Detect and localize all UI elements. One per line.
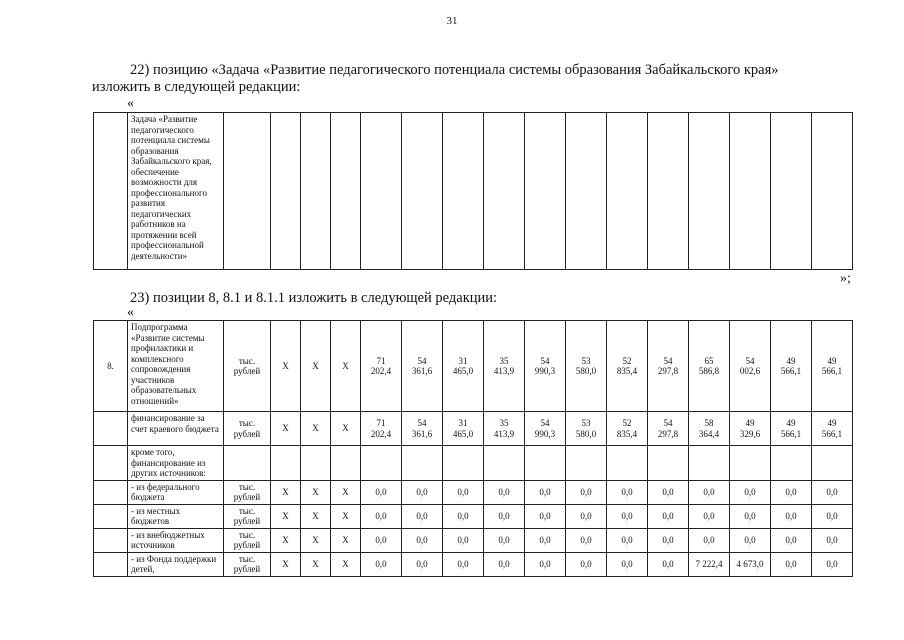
row-name-cell: - из федерального бюджета xyxy=(128,480,224,504)
value-cell xyxy=(443,552,484,576)
value-line: 0,0 xyxy=(375,558,387,569)
x-marker-cell: Х xyxy=(271,528,301,552)
value-line: 835,4 xyxy=(616,366,638,376)
value-cell xyxy=(566,480,607,504)
value-cell xyxy=(566,504,607,528)
value-line: 566,1 xyxy=(821,366,843,376)
x-marker-cell: Х xyxy=(271,504,301,528)
x-marker-cell xyxy=(331,446,361,481)
value-cell xyxy=(484,552,525,576)
value-cell xyxy=(525,446,566,481)
row-number-cell xyxy=(94,528,128,552)
task-table xyxy=(93,112,853,270)
value-line: 465,0 xyxy=(452,366,474,376)
x-marker-cell: Х xyxy=(271,321,301,412)
value-line: 0,0 xyxy=(826,486,838,497)
value-line: 835,4 xyxy=(616,428,638,439)
value-line: 202,4 xyxy=(370,428,392,439)
value-cell xyxy=(771,480,812,504)
value-line: 52 xyxy=(622,418,632,428)
value-line: 0,0 xyxy=(416,534,428,545)
value-line: 4 673,0 xyxy=(736,558,764,569)
task-number-cell xyxy=(94,113,128,270)
unit-cell: тыс. рублей xyxy=(224,412,271,446)
value-line: 54 xyxy=(540,418,550,428)
x-marker-cell: Х xyxy=(301,321,331,412)
empty-cell xyxy=(812,113,853,270)
value-cell xyxy=(730,412,771,446)
value-line: 0,0 xyxy=(498,510,510,521)
unit-cell xyxy=(224,446,271,481)
table-row xyxy=(94,321,853,412)
value-line: 0,0 xyxy=(457,534,469,545)
empty-cell xyxy=(331,113,361,270)
value-line: 002,6 xyxy=(739,366,761,376)
value-line: 52 xyxy=(622,355,632,366)
empty-cell xyxy=(484,113,525,270)
value-line: 0,0 xyxy=(416,558,428,569)
value-line: 990,3 xyxy=(534,428,556,439)
value-line: 7 222,4 xyxy=(695,558,723,569)
value-line: 0,0 xyxy=(744,510,756,521)
value-cell xyxy=(771,321,812,412)
opening-quote-22: « xyxy=(127,96,134,111)
value-cell xyxy=(525,321,566,412)
item-22-line-2: изложить в следующей редакции: xyxy=(92,79,301,95)
value-line: 0,0 xyxy=(703,510,715,521)
value-cell xyxy=(730,552,771,576)
value-cell xyxy=(648,446,689,481)
value-line: 0,0 xyxy=(539,510,551,521)
value-line: 413,9 xyxy=(493,428,515,439)
empty-cell xyxy=(443,113,484,270)
value-line: 465,0 xyxy=(452,428,474,439)
item-22-line-1: 22) позицию «Задача «Развитие педагогического потенциала системы образования Забайкальского края» xyxy=(130,62,779,78)
value-cell xyxy=(648,480,689,504)
value-line: 0,0 xyxy=(416,486,428,497)
value-cell xyxy=(607,552,648,576)
value-line: 0,0 xyxy=(539,486,551,497)
value-line: 49 xyxy=(786,418,796,428)
value-line: 49 xyxy=(827,355,837,366)
value-cell xyxy=(812,528,853,552)
value-line: 0,0 xyxy=(375,486,387,497)
value-line: 35 xyxy=(499,355,509,366)
x-marker-cell: Х xyxy=(301,504,331,528)
value-cell xyxy=(812,446,853,481)
value-cell xyxy=(443,321,484,412)
value-cell xyxy=(443,504,484,528)
opening-quote-23: « xyxy=(127,305,134,320)
value-line: 31 xyxy=(458,418,468,428)
value-cell xyxy=(361,412,402,446)
row-name-cell: Подпрограмма «Развитие системы профилактики и комплексного сопровождения участников образовательных отношений» xyxy=(128,321,224,412)
value-cell xyxy=(361,446,402,481)
value-line: 413,9 xyxy=(493,366,515,376)
x-marker-cell: Х xyxy=(271,480,301,504)
value-line: 361,6 xyxy=(411,428,433,439)
value-cell xyxy=(689,528,730,552)
page-number: 31 xyxy=(446,15,458,27)
value-cell xyxy=(771,528,812,552)
value-cell xyxy=(566,412,607,446)
item-23-line-1: 23) позиции 8, 8.1 и 8.1.1 изложить в следующей редакции: xyxy=(130,290,498,306)
row-number-cell xyxy=(94,552,128,576)
value-cell xyxy=(648,552,689,576)
value-line: 71 xyxy=(376,355,386,366)
value-line: 0,0 xyxy=(785,558,797,569)
value-cell xyxy=(730,446,771,481)
row-number-cell xyxy=(94,504,128,528)
empty-cell xyxy=(730,113,771,270)
value-line: 297,8 xyxy=(657,366,679,376)
x-marker-cell: Х xyxy=(331,480,361,504)
value-line: 0,0 xyxy=(662,510,674,521)
unit-cell: тыс. рублей xyxy=(224,321,271,412)
value-line: 0,0 xyxy=(621,486,633,497)
value-cell xyxy=(648,528,689,552)
table-row xyxy=(94,552,853,576)
value-line: 0,0 xyxy=(580,510,592,521)
value-cell xyxy=(730,480,771,504)
value-line: 65 xyxy=(704,355,714,366)
table-row xyxy=(94,412,853,446)
value-line: 0,0 xyxy=(785,534,797,545)
value-cell xyxy=(525,412,566,446)
item-23-paragraph xyxy=(92,290,860,307)
value-cell xyxy=(689,480,730,504)
value-line: 566,1 xyxy=(780,366,802,376)
value-line: 58 xyxy=(704,418,714,428)
empty-cell xyxy=(648,113,689,270)
empty-cell xyxy=(771,113,812,270)
table-row xyxy=(94,504,853,528)
value-line: 0,0 xyxy=(375,510,387,521)
item-22-paragraph xyxy=(92,62,860,96)
value-line: 0,0 xyxy=(498,534,510,545)
value-line: 0,0 xyxy=(580,558,592,569)
value-cell xyxy=(484,480,525,504)
value-line: 0,0 xyxy=(826,534,838,545)
empty-cell xyxy=(566,113,607,270)
value-cell xyxy=(771,446,812,481)
value-cell xyxy=(402,321,443,412)
unit-cell: тыс. рублей xyxy=(224,504,271,528)
value-cell xyxy=(812,504,853,528)
value-cell xyxy=(771,504,812,528)
value-cell xyxy=(402,412,443,446)
value-cell xyxy=(607,480,648,504)
value-line: 364,4 xyxy=(698,428,720,439)
value-cell xyxy=(730,528,771,552)
x-marker-cell: Х xyxy=(331,504,361,528)
value-cell xyxy=(689,412,730,446)
value-cell xyxy=(402,480,443,504)
row-name-cell: - из местных бюджетов xyxy=(128,504,224,528)
value-line: 0,0 xyxy=(580,534,592,545)
x-marker-cell xyxy=(301,446,331,481)
row-name-cell: кроме того, финансирование из других источников: xyxy=(128,446,224,481)
value-line: 0,0 xyxy=(621,558,633,569)
value-line: 53 xyxy=(581,355,591,366)
value-cell xyxy=(361,528,402,552)
x-marker-cell: Х xyxy=(331,321,361,412)
table-row xyxy=(94,446,853,481)
value-cell xyxy=(566,321,607,412)
value-line: 0,0 xyxy=(498,486,510,497)
empty-cell xyxy=(224,113,271,270)
value-line: 202,4 xyxy=(370,366,392,376)
value-line: 0,0 xyxy=(621,510,633,521)
value-line: 0,0 xyxy=(498,558,510,569)
value-line: 31 xyxy=(458,355,468,366)
value-line: 49 xyxy=(786,355,796,366)
closing-quote-22: »; xyxy=(840,271,851,286)
value-line: 566,1 xyxy=(821,428,843,439)
value-line: 297,8 xyxy=(657,428,679,439)
value-line: 0,0 xyxy=(785,510,797,521)
value-cell xyxy=(484,504,525,528)
value-cell xyxy=(361,321,402,412)
empty-cell xyxy=(361,113,402,270)
x-marker-cell: Х xyxy=(301,412,331,446)
value-cell xyxy=(771,552,812,576)
value-cell xyxy=(689,504,730,528)
value-line: 0,0 xyxy=(580,486,592,497)
value-line: 54 xyxy=(540,355,550,366)
value-cell xyxy=(402,504,443,528)
value-line: 53 xyxy=(581,418,591,428)
value-line: 0,0 xyxy=(744,486,756,497)
value-line: 586,8 xyxy=(698,366,720,376)
value-line: 0,0 xyxy=(703,486,715,497)
x-marker-cell: Х xyxy=(271,552,301,576)
x-marker-cell: Х xyxy=(301,480,331,504)
value-line: 990,3 xyxy=(534,366,556,376)
value-line: 0,0 xyxy=(416,510,428,521)
x-marker-cell: Х xyxy=(301,552,331,576)
row-name-cell: - из Фонда поддержки детей, xyxy=(128,552,224,576)
value-line: 54 xyxy=(663,418,673,428)
value-cell xyxy=(812,552,853,576)
empty-cell xyxy=(402,113,443,270)
value-line: 0,0 xyxy=(703,534,715,545)
empty-cell xyxy=(525,113,566,270)
value-line: 0,0 xyxy=(375,534,387,545)
value-cell xyxy=(525,552,566,576)
value-cell xyxy=(525,528,566,552)
table-row xyxy=(94,528,853,552)
value-cell xyxy=(443,528,484,552)
row-number-cell xyxy=(94,412,128,446)
x-marker-cell: Х xyxy=(331,552,361,576)
value-cell xyxy=(730,321,771,412)
value-cell xyxy=(361,504,402,528)
value-line: 566,1 xyxy=(780,428,802,439)
value-line: 54 xyxy=(417,355,427,366)
value-cell xyxy=(607,528,648,552)
value-cell xyxy=(607,446,648,481)
unit-cell: тыс. рублей xyxy=(224,528,271,552)
task-name-cell: Задача «Развитие педагогического потенциала системы образования Забайкальского края, обеспечение возможности для профессионального развития педагогических работников на протяжении всей профессиональной деятельности» xyxy=(128,113,224,270)
value-cell xyxy=(443,446,484,481)
empty-cell xyxy=(301,113,331,270)
x-marker-cell: Х xyxy=(271,412,301,446)
value-cell xyxy=(648,412,689,446)
value-line: 0,0 xyxy=(457,486,469,497)
x-marker-cell xyxy=(271,446,301,481)
value-cell xyxy=(484,528,525,552)
value-line: 54 xyxy=(745,355,755,366)
value-line: 0,0 xyxy=(826,558,838,569)
value-cell xyxy=(812,321,853,412)
value-line: 49 xyxy=(827,418,837,428)
value-cell xyxy=(402,528,443,552)
row-number-cell xyxy=(94,480,128,504)
row-name-cell: - из внебюджетных источников xyxy=(128,528,224,552)
unit-cell: тыс. рублей xyxy=(224,480,271,504)
task-row xyxy=(94,113,853,270)
row-number-cell xyxy=(94,446,128,481)
value-line: 0,0 xyxy=(539,558,551,569)
value-cell xyxy=(812,412,853,446)
value-cell xyxy=(648,321,689,412)
value-cell xyxy=(689,446,730,481)
value-cell xyxy=(443,412,484,446)
row-name-cell: финансирование за счет краевого бюджета xyxy=(128,412,224,446)
value-cell xyxy=(607,504,648,528)
value-line: 329,6 xyxy=(739,428,761,439)
value-cell xyxy=(566,552,607,576)
value-cell xyxy=(525,480,566,504)
empty-cell xyxy=(607,113,648,270)
x-marker-cell: Х xyxy=(331,528,361,552)
value-cell xyxy=(402,446,443,481)
value-line: 0,0 xyxy=(662,558,674,569)
value-cell xyxy=(771,412,812,446)
value-line: 580,0 xyxy=(575,428,597,439)
value-line: 0,0 xyxy=(621,534,633,545)
value-line: 54 xyxy=(663,355,673,366)
value-cell xyxy=(361,480,402,504)
value-line: 71 xyxy=(376,418,386,428)
value-cell xyxy=(443,480,484,504)
value-cell xyxy=(689,552,730,576)
value-cell xyxy=(689,321,730,412)
value-line: 0,0 xyxy=(662,534,674,545)
value-line: 0,0 xyxy=(826,510,838,521)
x-marker-cell: Х xyxy=(301,528,331,552)
value-cell xyxy=(648,504,689,528)
value-cell xyxy=(484,321,525,412)
value-line: 49 xyxy=(745,418,755,428)
value-cell xyxy=(566,528,607,552)
value-line: 0,0 xyxy=(785,486,797,497)
value-line: 361,6 xyxy=(411,366,433,376)
x-marker-cell: Х xyxy=(331,412,361,446)
value-cell xyxy=(484,446,525,481)
value-cell xyxy=(361,552,402,576)
unit-cell: тыс. рублей xyxy=(224,552,271,576)
empty-cell xyxy=(271,113,301,270)
finance-table xyxy=(93,320,853,577)
value-cell xyxy=(484,412,525,446)
value-cell xyxy=(812,480,853,504)
value-line: 0,0 xyxy=(662,486,674,497)
table-row xyxy=(94,480,853,504)
value-line: 0,0 xyxy=(457,558,469,569)
value-cell xyxy=(607,412,648,446)
value-line: 54 xyxy=(417,418,427,428)
row-number-cell: 8. xyxy=(94,321,128,412)
value-cell xyxy=(525,504,566,528)
value-line: 0,0 xyxy=(539,534,551,545)
empty-cell xyxy=(689,113,730,270)
value-cell xyxy=(566,446,607,481)
value-line: 0,0 xyxy=(457,510,469,521)
value-line: 580,0 xyxy=(575,366,597,376)
value-cell xyxy=(730,504,771,528)
value-line: 35 xyxy=(499,418,509,428)
value-cell xyxy=(402,552,443,576)
value-cell xyxy=(607,321,648,412)
value-line: 0,0 xyxy=(744,534,756,545)
